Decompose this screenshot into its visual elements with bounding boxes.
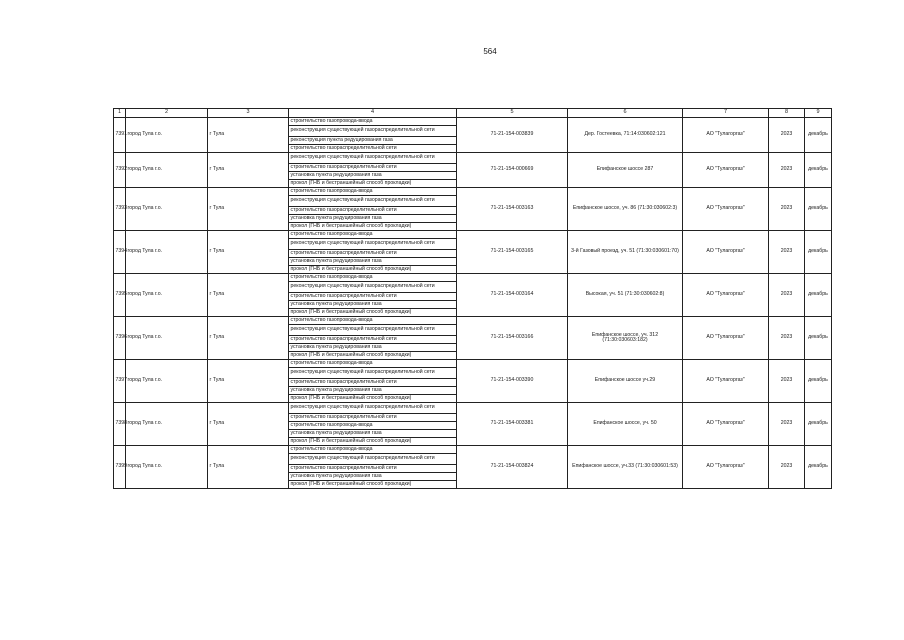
row-number-cell: 7391 (114, 118, 126, 153)
row-number-cell: 7398 (114, 403, 126, 446)
settlement-cell: г Тула (208, 403, 289, 446)
work-type-cell: строительство газораспределительной сети (289, 164, 457, 172)
month-cell: декабрь (805, 188, 832, 231)
work-type-cell: прокол (ГНБ и бестраншейный способ прокладки) (289, 481, 457, 489)
table-row (114, 118, 832, 126)
work-type-cell: реконструкция существующей газораспределительной сети (289, 403, 457, 414)
work-type-cell: прокол (ГНБ и бестраншейный способ прокладки) (289, 180, 457, 188)
work-type-cell: прокол (ГНБ и бестраншейный способ прокладки) (289, 352, 457, 360)
work-type-cell: установка пункта редуцирования газа (289, 215, 457, 223)
row-number-cell: 7392 (114, 153, 126, 188)
work-type-cell: реконструкция существующей газораспределительной сети (289, 239, 457, 250)
work-type-cell: строительство газораспределительной сети (289, 250, 457, 258)
work-type-cell: реконструкция существующей газораспределительной сети (289, 126, 457, 137)
address-cell: Епифанское шоссе уч.29 (568, 360, 683, 403)
work-type-cell: установка пункта редуцирования газа (289, 387, 457, 395)
row-number-cell: 7393 (114, 188, 126, 231)
organization-cell: АО "Тулагоргаз" (683, 274, 769, 317)
month-cell: декабрь (805, 446, 832, 489)
organization-cell: АО "Тулагоргаз" (683, 231, 769, 274)
month-cell: декабрь (805, 118, 832, 153)
table-row (114, 403, 832, 414)
work-type-cell: реконструкция существующей газораспределительной сети (289, 153, 457, 164)
table-row (114, 231, 832, 239)
year-cell: 2023 (769, 231, 805, 274)
work-type-cell: реконструкция существующей газораспределительной сети (289, 368, 457, 379)
object-code-cell: 71-21-154-003390 (457, 360, 568, 403)
table-row (114, 317, 832, 325)
year-cell: 2023 (769, 153, 805, 188)
municipality-cell: город Тула г.о. (126, 317, 208, 360)
settlement-cell: г Тула (208, 446, 289, 489)
month-cell: декабрь (805, 360, 832, 403)
header-cell: 6 (568, 109, 683, 118)
table-row (114, 274, 832, 282)
table-row (114, 446, 832, 454)
work-type-cell: установка пункта редуцирования газа (289, 258, 457, 266)
header-cell: 2 (126, 109, 208, 118)
row-number-cell: 7397 (114, 360, 126, 403)
municipality-cell: город Тула г.о. (126, 153, 208, 188)
object-code-cell: 71-21-154-003839 (457, 118, 568, 153)
settlement-cell: г Тула (208, 118, 289, 153)
organization-cell: АО "Тулагоргаз" (683, 153, 769, 188)
municipality-cell: город Тула г.о. (126, 118, 208, 153)
municipality-cell: город Тула г.о. (126, 446, 208, 489)
year-cell: 2023 (769, 118, 805, 153)
work-type-cell: строительство газопровода-ввода (289, 422, 457, 430)
year-cell: 2023 (769, 274, 805, 317)
address-cell: Дер. Гостеевка, 71:14:030602:121 (568, 118, 683, 153)
header-cell: 8 (769, 109, 805, 118)
work-type-cell: установка пункта редуцирования газа (289, 172, 457, 180)
month-cell: декабрь (805, 231, 832, 274)
table-row (114, 360, 832, 368)
work-type-cell: реконструкция существующей газораспределительной сети (289, 196, 457, 207)
work-type-cell: строительство газораспределительной сети (289, 414, 457, 422)
object-code-cell: 71-21-154-003165 (457, 231, 568, 274)
row-number-cell: 7395 (114, 274, 126, 317)
municipality-cell: город Тула г.о. (126, 360, 208, 403)
work-type-cell: реконструкция пункта редуцирования газа (289, 137, 457, 145)
row-number-cell: 7394 (114, 231, 126, 274)
work-type-cell: строительство газопровода-ввода (289, 317, 457, 325)
work-type-cell: строительство газораспределительной сети (289, 293, 457, 301)
organization-cell: АО "Тулагоргаз" (683, 360, 769, 403)
header-cell: 5 (457, 109, 568, 118)
work-type-cell: прокол (ГНБ и бестраншейный способ прокладки) (289, 395, 457, 403)
object-code-cell: 71-21-154-003381 (457, 403, 568, 446)
settlement-cell: г Тула (208, 360, 289, 403)
table-row (114, 188, 832, 196)
object-code-cell: 71-21-154-000669 (457, 153, 568, 188)
work-type-cell: установка пункта редуцирования газа (289, 430, 457, 438)
work-type-cell: прокол (ГНБ и бестраншейный способ прокладки) (289, 223, 457, 231)
organization-cell: АО "Тулагоргаз" (683, 188, 769, 231)
organization-cell: АО "Тулагоргаз" (683, 446, 769, 489)
month-cell: декабрь (805, 403, 832, 446)
table-body (114, 118, 832, 489)
work-type-cell: строительство газопровода-ввода (289, 360, 457, 368)
work-type-cell: прокол (ГНБ и бестраншейный способ прокладки) (289, 309, 457, 317)
year-cell: 2023 (769, 317, 805, 360)
organization-cell: АО "Тулагоргаз" (683, 403, 769, 446)
settlement-cell: г Тула (208, 153, 289, 188)
year-cell: 2023 (769, 188, 805, 231)
settlement-cell: г Тула (208, 188, 289, 231)
work-type-cell: реконструкция существующей газораспределительной сети (289, 325, 457, 336)
work-type-cell: строительство газораспределительной сети (289, 145, 457, 153)
address-cell: Епифанское шоссе, уч. 312 (71:30:030603:182) (568, 317, 683, 360)
municipality-cell: город Тула г.о. (126, 274, 208, 317)
work-type-cell: строительство газораспределительной сети (289, 336, 457, 344)
object-code-cell: 71-21-154-003824 (457, 446, 568, 489)
organization-cell: АО "Тулагоргаз" (683, 317, 769, 360)
object-code-cell: 71-21-154-003163 (457, 188, 568, 231)
work-type-cell: строительство газопровода-ввода (289, 274, 457, 282)
work-type-cell: строительство газопровода-ввода (289, 118, 457, 126)
work-type-cell: установка пункта редуцирования газа (289, 301, 457, 309)
year-cell: 2023 (769, 403, 805, 446)
header-cell: 7 (683, 109, 769, 118)
header-cell: 1 (114, 109, 126, 118)
work-type-cell: прокол (ГНБ и бестраншейный способ прокладки) (289, 266, 457, 274)
address-cell: Высокая, уч. 51 (71:30:030602:8) (568, 274, 683, 317)
header-row (114, 109, 832, 118)
address-cell: Епифанское шоссе, уч. 50 (568, 403, 683, 446)
month-cell: декабрь (805, 153, 832, 188)
table-row (114, 153, 832, 164)
row-number-cell: 7396 (114, 317, 126, 360)
object-code-cell: 71-21-154-003164 (457, 274, 568, 317)
header-cell: 9 (805, 109, 832, 118)
work-type-cell: строительство газораспределительной сети (289, 207, 457, 215)
municipality-cell: город Тула г.о. (126, 188, 208, 231)
month-cell: декабрь (805, 274, 832, 317)
address-cell: Епифанское шоссе 287 (568, 153, 683, 188)
work-type-cell: строительство газопровода-ввода (289, 446, 457, 454)
row-number-cell: 7399 (114, 446, 126, 489)
work-type-cell: строительство газопровода-ввода (289, 188, 457, 196)
address-cell: Епифанское шоссе, уч. 86 (71:30:030602:3) (568, 188, 683, 231)
work-type-cell: реконструкция существующей газораспределительной сети (289, 454, 457, 465)
year-cell: 2023 (769, 446, 805, 489)
organization-cell: АО "Тулагоргаз" (683, 118, 769, 153)
municipality-cell: город Тула г.о. (126, 231, 208, 274)
work-type-cell: строительство газораспределительной сети (289, 465, 457, 473)
work-type-cell: реконструкция существующей газораспределительной сети (289, 282, 457, 293)
month-cell: декабрь (805, 317, 832, 360)
works-table (113, 108, 832, 489)
work-type-cell: прокол (ГНБ и бестраншейный способ прокладки) (289, 438, 457, 446)
address-cell: Епифанское шоссе, уч.33 (71:30:030601:53) (568, 446, 683, 489)
work-type-cell: установка пункта редуцирования газа (289, 473, 457, 481)
header-cell: 3 (208, 109, 289, 118)
object-code-cell: 71-21-154-003166 (457, 317, 568, 360)
work-type-cell: установка пункта редуцирования газа (289, 344, 457, 352)
address-cell: 3-й Газовый проезд, уч. 51 (71:30:030601:70) (568, 231, 683, 274)
settlement-cell: г Тула (208, 231, 289, 274)
page-number: 564 (483, 47, 497, 56)
work-type-cell: строительство газопровода-ввода (289, 231, 457, 239)
work-type-cell: строительство газораспределительной сети (289, 379, 457, 387)
year-cell: 2023 (769, 360, 805, 403)
settlement-cell: г Тула (208, 317, 289, 360)
municipality-cell: город Тула г.о. (126, 403, 208, 446)
settlement-cell: г Тула (208, 274, 289, 317)
header-cell: 4 (289, 109, 457, 118)
